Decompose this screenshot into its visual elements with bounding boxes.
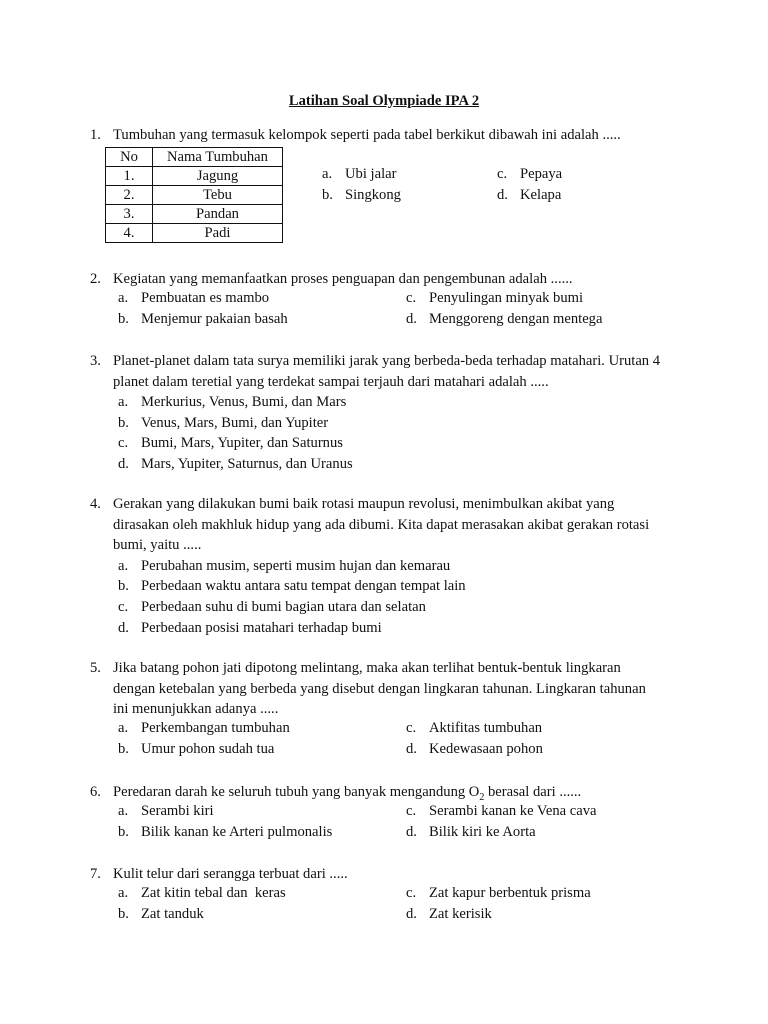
table-row bbox=[106, 167, 283, 186]
question-number: 4. bbox=[90, 496, 101, 512]
question-2 bbox=[90, 269, 690, 290]
question-text-line: dirasakan oleh makhluk hidup yang ada dibumi. Kita dapat merasakan akibat gerakan rotasi bbox=[113, 516, 650, 533]
option-text: Merkurius, Venus, Bumi, dan Mars bbox=[141, 394, 347, 411]
option-letter: d. bbox=[406, 741, 417, 757]
option-letter: d. bbox=[497, 187, 508, 203]
option-b[interactable] bbox=[322, 187, 401, 204]
option-d[interactable] bbox=[406, 311, 602, 328]
option-text: Venus, Mars, Bumi, dan Yupiter bbox=[141, 414, 329, 431]
option-b[interactable] bbox=[118, 741, 274, 758]
option-letter: d. bbox=[118, 619, 129, 636]
option-text: Perubahan musim, seperti musim hujan dan kemarau bbox=[141, 557, 451, 574]
question-4 bbox=[90, 494, 690, 638]
table-cell: Padi bbox=[153, 224, 283, 243]
option-letter: c. bbox=[406, 720, 417, 736]
option-c[interactable] bbox=[406, 885, 591, 902]
option-letter: d. bbox=[118, 455, 129, 472]
option-c[interactable] bbox=[406, 803, 597, 820]
table-header-cell: No bbox=[106, 148, 153, 167]
table-cell: Tebu bbox=[153, 186, 283, 205]
option-letter: a. bbox=[322, 166, 333, 182]
question-number: 5. bbox=[90, 660, 101, 676]
option-text: Serambi kiri bbox=[141, 803, 214, 819]
option-text: Bilik kiri ke Aorta bbox=[429, 824, 536, 840]
option-text: Kedewasaan pohon bbox=[429, 741, 543, 757]
option-text: Perbedaan posisi matahari terhadap bumi bbox=[141, 619, 382, 636]
option-letter: d. bbox=[406, 906, 417, 922]
question-number: 6. bbox=[90, 784, 101, 800]
table-row bbox=[106, 205, 283, 224]
question-number: 2. bbox=[90, 271, 101, 287]
option-text: Pepaya bbox=[520, 166, 563, 182]
option-text: Perbedaan suhu di bumi bagian utara dan selatan bbox=[141, 598, 426, 615]
option-d[interactable] bbox=[118, 618, 690, 639]
question-text: Kegiatan yang memanfaatkan proses penguapan dan pengembunan adalah ...... bbox=[113, 271, 573, 287]
option-b[interactable] bbox=[118, 311, 288, 328]
option-c[interactable] bbox=[406, 720, 542, 737]
option-text: Penyulingan minyak bumi bbox=[429, 290, 584, 306]
table-cell: 2. bbox=[106, 186, 153, 205]
question-text-line: planet dalam teretial yang terdekat sampai terjauh dari matahari adalah ..... bbox=[113, 373, 549, 390]
option-letter: b. bbox=[118, 906, 129, 922]
option-a[interactable] bbox=[322, 166, 396, 183]
table-cell: 1. bbox=[106, 167, 153, 186]
option-text: Bumi, Mars, Yupiter, dan Saturnus bbox=[141, 435, 343, 452]
option-text: Menggoreng dengan mentega bbox=[429, 311, 603, 327]
question-text-part: Peredaran darah ke seluruh tubuh yang banyak mengandung O bbox=[113, 784, 480, 800]
question-text: Tumbuhan yang termasuk kelompok seperti pada tabel berkikut dibawah ini adalah ..... bbox=[113, 127, 621, 143]
option-text: Perbedaan waktu antara satu tempat dengan tempat lain bbox=[141, 578, 466, 595]
option-text: Pembuatan es mambo bbox=[141, 290, 270, 306]
subscript: 2 bbox=[479, 791, 485, 803]
question-text-line: dengan ketebalan yang berbeda yang disebut dengan lingkaran tahunan. Lingkaran tahunan bbox=[113, 680, 646, 697]
option-text: Ubi jalar bbox=[345, 166, 397, 182]
option-c[interactable] bbox=[118, 597, 690, 618]
table-cell: 3. bbox=[106, 205, 153, 224]
option-list bbox=[118, 392, 690, 474]
option-letter: a. bbox=[118, 803, 129, 819]
option-text: Mars, Yupiter, Saturnus, dan Uranus bbox=[141, 455, 353, 472]
table-row bbox=[106, 224, 283, 243]
option-c[interactable] bbox=[406, 290, 583, 307]
option-letter: a. bbox=[118, 720, 129, 736]
option-b[interactable] bbox=[118, 576, 690, 597]
option-text: Serambi kanan ke Vena cava bbox=[429, 803, 597, 819]
question-text-line: ini menunjukkan adanya ..... bbox=[113, 701, 279, 718]
option-letter: b. bbox=[118, 578, 129, 595]
option-letter: c. bbox=[497, 166, 508, 182]
page-title: Latihan Soal Olympiade IPA 2 bbox=[288, 93, 480, 109]
table-header-cell: Nama Tumbuhan bbox=[153, 148, 283, 167]
option-text: Singkong bbox=[345, 187, 401, 203]
question-5 bbox=[90, 658, 690, 720]
plant-table bbox=[105, 147, 283, 243]
question-number: 7. bbox=[90, 866, 101, 882]
option-text: Aktifitas tumbuhan bbox=[429, 720, 543, 736]
option-letter: c. bbox=[406, 803, 417, 819]
option-letter: d. bbox=[406, 824, 417, 840]
option-b[interactable] bbox=[118, 906, 204, 923]
option-text: Bilik kanan ke Arteri pulmonalis bbox=[141, 824, 333, 840]
option-c[interactable] bbox=[118, 433, 690, 454]
option-letter: a. bbox=[118, 394, 129, 411]
option-letter: c. bbox=[406, 885, 417, 901]
question-text-line: Planet-planet dalam tata surya memiliki jarak yang berbeda-beda terhadap matahari. Urutan 4 bbox=[113, 353, 661, 369]
option-d[interactable] bbox=[406, 906, 492, 923]
option-text: Zat kapur berbentuk prisma bbox=[429, 885, 591, 901]
option-letter: b. bbox=[322, 187, 333, 203]
option-d[interactable] bbox=[497, 187, 561, 204]
option-a[interactable] bbox=[118, 556, 690, 577]
option-c[interactable] bbox=[497, 166, 562, 183]
question-1 bbox=[90, 125, 690, 146]
option-a[interactable] bbox=[118, 290, 269, 307]
table-cell: Jagung bbox=[153, 167, 283, 186]
option-letter: b. bbox=[118, 414, 129, 431]
option-text: Umur pohon sudah tua bbox=[141, 741, 275, 757]
option-text: Zat tanduk bbox=[141, 906, 204, 922]
option-a[interactable] bbox=[118, 392, 690, 413]
option-letter: a. bbox=[118, 557, 129, 574]
option-text: Perkembangan tumbuhan bbox=[141, 720, 290, 736]
table-header-row bbox=[106, 148, 283, 167]
option-text: Zat kerisik bbox=[429, 906, 492, 922]
option-letter: b. bbox=[118, 824, 129, 840]
table-cell: 4. bbox=[106, 224, 153, 243]
option-b[interactable] bbox=[118, 824, 332, 841]
option-a[interactable] bbox=[118, 720, 290, 737]
question-text-line: Jika batang pohon jati dipotong melintang, maka akan terlihat bentuk-bentuk lingkaran bbox=[113, 660, 621, 676]
option-letter: a. bbox=[118, 290, 129, 306]
option-text: Zat kitin tebal dan keras bbox=[141, 885, 286, 901]
question-text: Kulit telur dari serangga terbuat dari ..... bbox=[113, 866, 348, 882]
table-row bbox=[106, 186, 283, 205]
option-a[interactable] bbox=[118, 885, 286, 902]
question-text-part: berasal dari ...... bbox=[484, 784, 582, 800]
question-text-line: bumi, yaitu ..... bbox=[113, 537, 202, 554]
question-3 bbox=[90, 351, 690, 475]
option-d[interactable] bbox=[118, 454, 690, 475]
option-letter: d. bbox=[406, 311, 417, 327]
option-d[interactable] bbox=[406, 824, 536, 841]
option-a[interactable] bbox=[118, 803, 214, 820]
option-letter: a. bbox=[118, 885, 129, 901]
table-cell: Pandan bbox=[153, 205, 283, 224]
option-b[interactable] bbox=[118, 413, 690, 434]
option-text: Menjemur pakaian basah bbox=[141, 311, 288, 327]
option-letter: b. bbox=[118, 741, 129, 757]
option-letter: b. bbox=[118, 311, 129, 327]
option-letter: c. bbox=[118, 598, 129, 615]
option-letter: c. bbox=[118, 435, 129, 452]
question-text-line: Gerakan yang dilakukan bumi baik rotasi maupun revolusi, menimbulkan akibat yang bbox=[113, 496, 615, 512]
question-number: 1. bbox=[90, 127, 101, 143]
option-d[interactable] bbox=[406, 741, 543, 758]
option-letter: c. bbox=[406, 290, 417, 306]
question-7 bbox=[90, 864, 690, 885]
option-text: Kelapa bbox=[520, 187, 562, 203]
option-list bbox=[118, 556, 690, 638]
question-number: 3. bbox=[90, 353, 101, 369]
